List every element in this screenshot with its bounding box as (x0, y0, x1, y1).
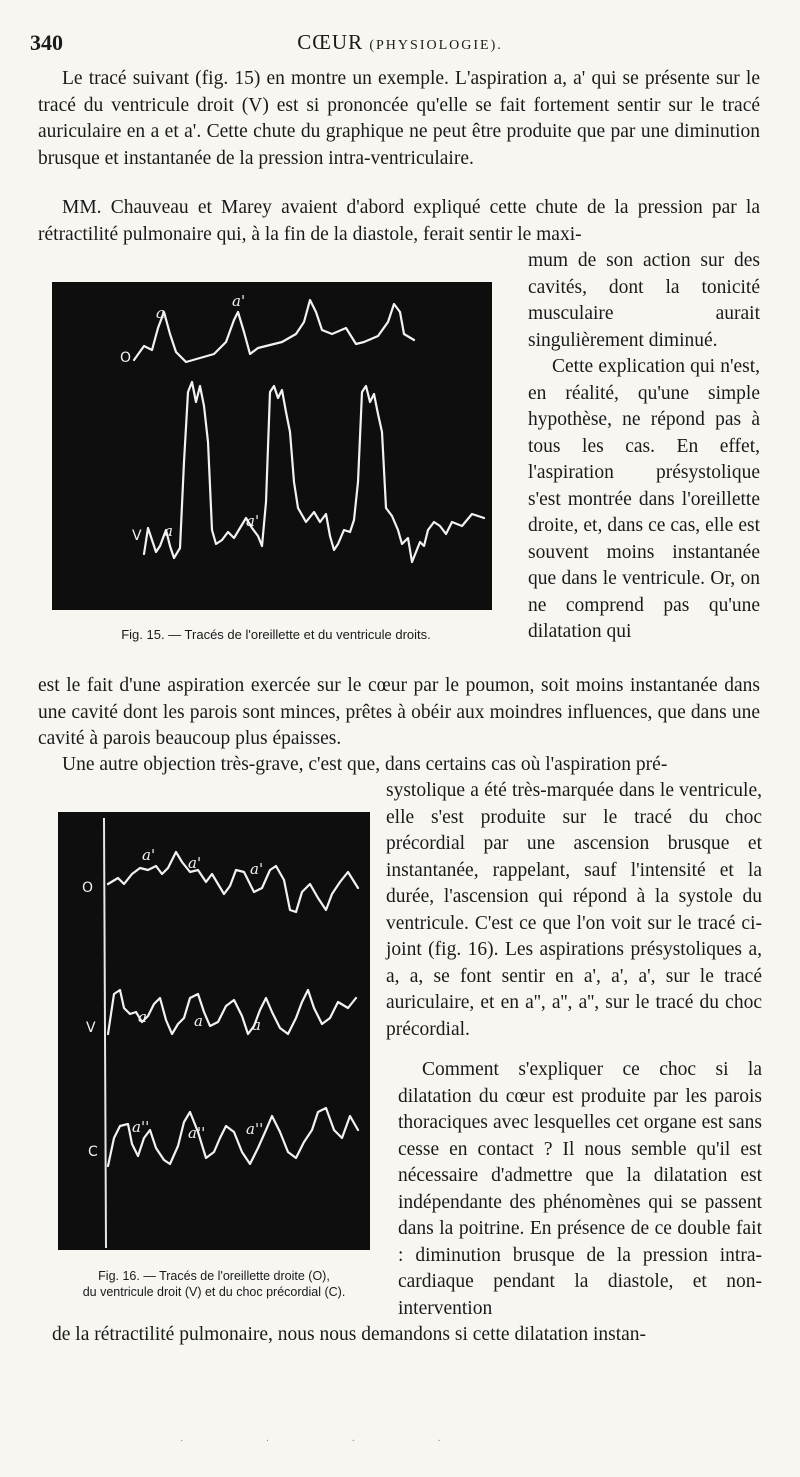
label-a-bottom: a (164, 522, 173, 540)
label-a-double-2: a'' (188, 1124, 206, 1142)
paragraph-3-side: Cette explication qui n'est, en réalité, qu'une simple hypothèse, ne répond pas à tous les cas. En effet, l'aspiration présystolique s'est montrée dans l'oreillette droite, et, dans ce cas, elle est souvent moins instantanée que dans le ventricule. Or, on ne comprend pas qu'une dilatation qui (528, 356, 760, 642)
label-a-double-3: a'' (246, 1120, 264, 1138)
paragraph-2: MM. Chauveau et Marey avaient d'abord expliqué cette chute de la pression par la rétractilité pulmonaire qui, à la fin de la diastole, ferait sentir le maxi- (38, 197, 760, 245)
label-a-3: a (252, 1016, 261, 1034)
label-a-prime-top: a' (232, 292, 246, 310)
figure-16-caption-line-2: du ventricule droit (V) et du choc précordial (C). (82, 1285, 346, 1299)
trace-oreillette (134, 300, 414, 362)
paragraph-1: Le tracé suivant (fig. 15) en montre un exemple. L'aspiration a, a' qui se présente sur le tracé du ventricule droit (V) est si prononcée qu'elle se fait fortement sentir sur le tracé auriculaire en a et a'. Cette chute du graphique ne peut être produite que par une diminution brusque et instantanée de la pression intra-ventriculaire. (38, 68, 760, 169)
running-title (30, 30, 770, 55)
page-header (30, 30, 770, 60)
label-O-fig16: O (82, 880, 94, 896)
figure-16-image (58, 812, 370, 1250)
paragraph-4-side: systolique a été très-marquée dans le ventricule, elle s'est produite sur le tracé du choc précordial par une ascension brusque et instantanée, rappelant, sauf l'intensité et la durée, l'ascension qui répond à la systole du ventricule. C'est ce que l'on voit sur le tracé ci-joint (fig. 16). Les aspirations présystoliques a, a, a, se font sentir en a', a', a', sur le tracé auriculaire, et en a'', a'', a'', sur le tracé du choc précordial. (386, 780, 762, 1040)
paragraph-5-side: Comment s'expliquer ce choc si la dilatation du cœur est produite par les parois thoraciques avec lesquelles cet organe est sans cesse en contact ? Il nous semble qu'il est nécessaire d'admettre que la dilatation est indépendante des phénomènes qui se passent dans la poitrine. En présence de ce double fait : diminution brusque de la pression intra-cardiaque pendant la diastole, et non-intervention (398, 1059, 762, 1319)
label-V-fig15: V (132, 528, 142, 544)
page-number: 340 (30, 30, 63, 55)
figure-15-traces (52, 282, 492, 610)
label-a-top: a (156, 304, 165, 322)
label-a-prime-bottom: a' (246, 512, 260, 530)
label-a-double-1: a'' (132, 1118, 150, 1136)
label-C-fig16: C (88, 1144, 98, 1160)
figure-15-caption: Fig. 15. — Tracés de l'oreillette et du ventricule droits. (121, 627, 431, 642)
vertical-reference-line (104, 818, 106, 1248)
label-a-1: a (138, 1008, 147, 1026)
label-a-prime-3: a' (250, 860, 264, 878)
trace-ventricule (144, 382, 484, 562)
figure-16-caption-line-1: Fig. 16. — Tracés de l'oreillette droite (O), (98, 1269, 330, 1283)
label-a-2: a (194, 1012, 203, 1030)
figure-16-traces (58, 812, 370, 1250)
running-title-section: (PHYSIOLOGIE). (369, 38, 503, 53)
paragraph-4: Une autre objection très-grave, c'est que, dans certains cas où l'aspiration pré- (62, 754, 668, 775)
label-a-prime-2: a' (188, 854, 202, 872)
figure-15-image (52, 282, 492, 610)
page-footer-marks: · · · · (180, 1436, 481, 1447)
label-O-fig15: O (120, 350, 132, 366)
figure-16-caption (44, 1268, 384, 1300)
paragraph-3-full: est le fait d'une aspiration exercée sur le cœur par le poumon, soit moins instantanée dans une cavité dont les parois sont minces, prêtes à obéir aux moindres influences, que dans une cavité à parois beaucoup plus épaisses. (38, 675, 760, 749)
paragraph-5-full: de la rétractilité pulmonaire, nous nous demandons si cette dilatation instan- (52, 1324, 647, 1345)
trace-choc-precordial (108, 1108, 358, 1166)
running-title-main: CŒUR (297, 30, 364, 54)
paragraph-2-side: mum de son action sur des cavités, dont la tonicité musculaire aurait singulièrement diminué. (528, 250, 760, 351)
label-V-fig16: V (86, 1020, 96, 1036)
label-a-prime-1: a' (142, 846, 156, 864)
